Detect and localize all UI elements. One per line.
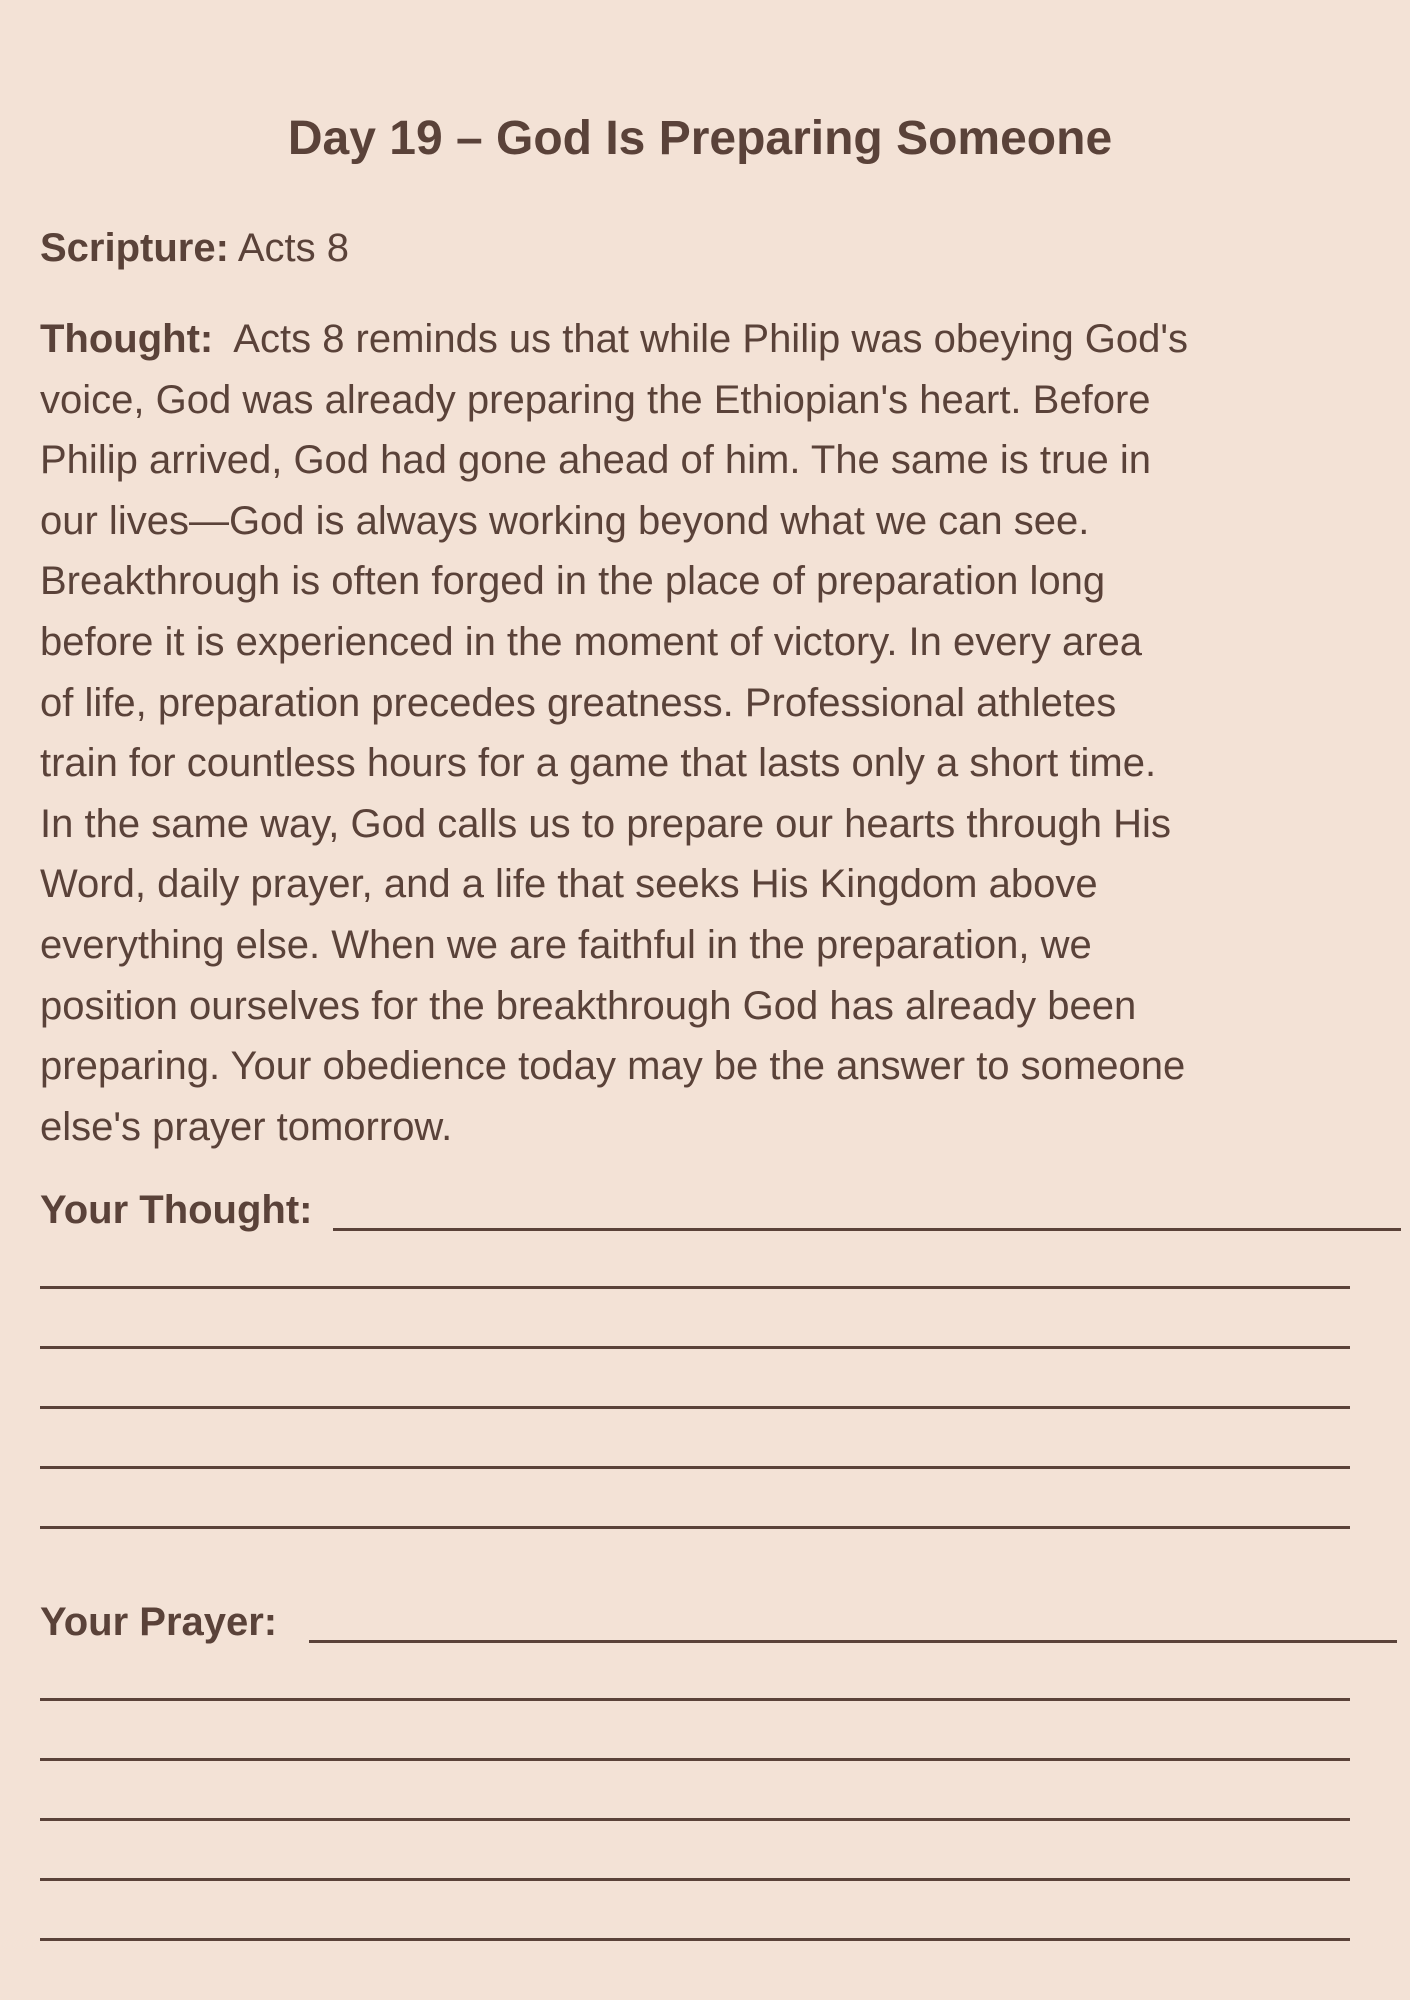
your-thought-label: Your Thought:	[40, 1188, 313, 1232]
thought-line: preparing. Your obedience today may be the answer to someone	[40, 1044, 1186, 1089]
your-prayer-label: Your Prayer:	[40, 1600, 278, 1644]
thought-text: Acts 8 reminds us that while Philip was obeying God's	[233, 317, 1189, 361]
thought-label: Thought:	[40, 317, 214, 361]
thought-line: Philip arrived, God had gone ahead of him. The same is true in	[40, 438, 1152, 483]
page-title: Day 19 – God Is Preparing Someone	[287, 112, 1113, 165]
thought-line: Breakthrough is often forged in the place of preparation long	[40, 559, 1106, 604]
your-prayer-writing-line[interactable]	[40, 1758, 1350, 1761]
scripture-label: Scripture:	[40, 226, 229, 270]
thought-line: In the same way, God calls us to prepare our hearts through His	[40, 801, 1171, 846]
your-prayer-writing-line[interactable]	[309, 1640, 1397, 1643]
thought-line: our lives—God is always working beyond what we can see.	[40, 498, 1090, 543]
thought-line: position ourselves for the breakthrough God has already been	[40, 983, 1137, 1028]
thought-line	[40, 309, 1370, 370]
your-prayer-writing-line[interactable]	[40, 1698, 1350, 1701]
your-thought-writing-line[interactable]	[40, 1406, 1350, 1409]
thought-line: train for countless hours for a game that lasts only a short time.	[40, 741, 1157, 786]
thought-line: of life, preparation precedes greatness. Professional athletes	[40, 680, 1117, 725]
thought-line: everything else. When we are faithful in the preparation, we	[40, 922, 1092, 967]
scripture-reference: Acts 8	[237, 226, 349, 270]
thought-paragraph	[40, 309, 1370, 1157]
your-thought-writing-line[interactable]	[40, 1526, 1350, 1529]
thought-line: voice, God was already preparing the Ethiopian's heart. Before	[40, 377, 1151, 422]
your-thought-writing-line[interactable]	[333, 1228, 1401, 1231]
scripture-line	[40, 218, 349, 278]
your-prayer-writing-line[interactable]	[40, 1938, 1350, 1941]
your-prayer-writing-line[interactable]	[40, 1818, 1350, 1821]
thought-line: else's prayer tomorrow.	[40, 1104, 453, 1149]
your-prayer-writing-line[interactable]	[40, 1878, 1350, 1881]
thought-line: before it is experienced in the moment of victory. In every area	[40, 619, 1143, 664]
your-thought-writing-line[interactable]	[40, 1286, 1350, 1289]
your-thought-writing-line[interactable]	[40, 1346, 1350, 1349]
your-thought-writing-line[interactable]	[40, 1466, 1350, 1469]
thought-line: Word, daily prayer, and a life that seeks His Kingdom above	[40, 862, 1098, 907]
